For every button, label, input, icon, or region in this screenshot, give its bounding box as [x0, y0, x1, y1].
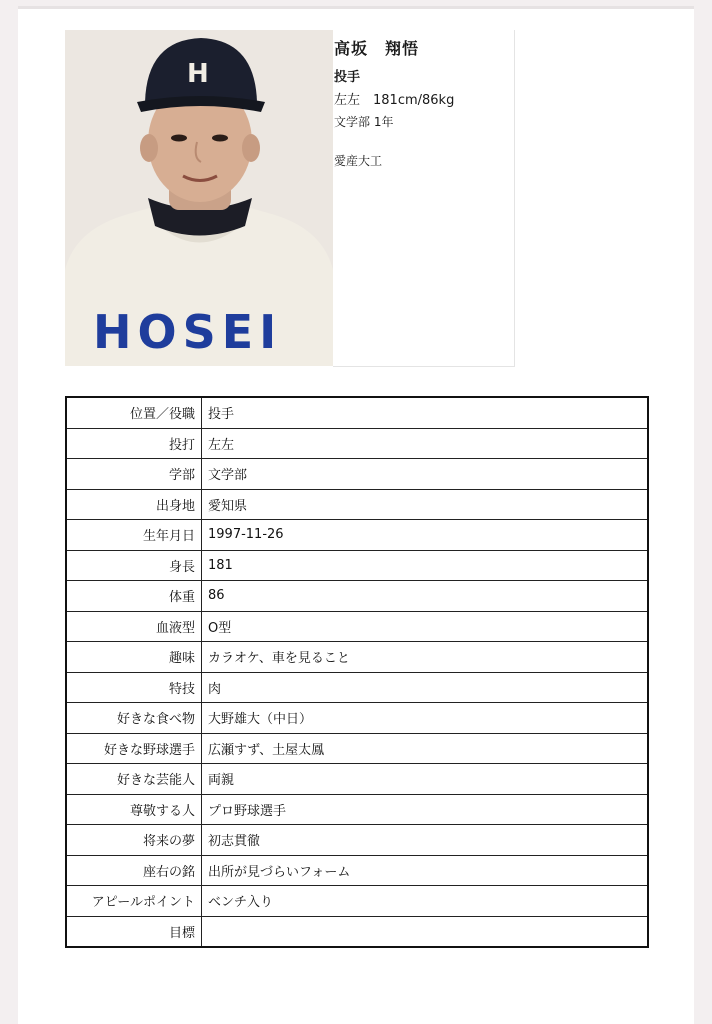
row-label: 学部 [66, 459, 202, 490]
player-name: 高坂 翔悟 [334, 39, 420, 58]
row-label: 位置／役職 [66, 397, 202, 428]
table-row [66, 489, 648, 520]
row-value: 両親 [202, 764, 649, 795]
row-value: 投手 [202, 397, 649, 428]
row-value: 文学部 [202, 459, 649, 490]
row-value: カラオケ、車を見ること [202, 642, 649, 673]
row-label: 目標 [66, 916, 202, 947]
table-row [66, 825, 648, 856]
row-value: 肉 [202, 672, 649, 703]
row-label: 好きな芸能人 [66, 764, 202, 795]
player-position: 投手 [334, 70, 361, 85]
table-row [66, 703, 648, 734]
table-row [66, 855, 648, 886]
row-label: 座右の銘 [66, 855, 202, 886]
profile-page [18, 6, 694, 1024]
profile-table [65, 396, 649, 948]
table-row [66, 916, 648, 947]
table-row [66, 520, 648, 551]
player-school: 愛産大工 [334, 154, 383, 168]
row-value: ベンチ入り [202, 886, 649, 917]
table-row [66, 764, 648, 795]
row-label: 投打 [66, 428, 202, 459]
row-label: 体重 [66, 581, 202, 612]
row-label: 尊敬する人 [66, 794, 202, 825]
player-bat-throw-size: 左左 181cm/86kg [334, 93, 455, 108]
player-photo [65, 30, 333, 366]
top-divider [18, 6, 694, 9]
row-value: 出所が見づらいフォーム [202, 855, 649, 886]
row-label: アピールポイント [66, 886, 202, 917]
table-row [66, 550, 648, 581]
row-value: 広瀬すず、土屋太鳳 [202, 733, 649, 764]
cap-logo: H [187, 59, 209, 89]
table-row [66, 672, 648, 703]
row-label: 出身地 [66, 489, 202, 520]
table-row [66, 611, 648, 642]
row-value: プロ野球選手 [202, 794, 649, 825]
table-row [66, 794, 648, 825]
row-value: 初志貫徹 [202, 825, 649, 856]
table-row [66, 397, 648, 428]
row-value: O型 [202, 611, 649, 642]
row-value: 愛知県 [202, 489, 649, 520]
row-label: 特技 [66, 672, 202, 703]
row-value [202, 916, 649, 947]
table-row [66, 428, 648, 459]
row-label: 身長 [66, 550, 202, 581]
profile-summary-box [333, 30, 515, 367]
row-value: 左左 [202, 428, 649, 459]
table-row [66, 886, 648, 917]
row-value: 181 [202, 550, 649, 581]
row-label: 好きな野球選手 [66, 733, 202, 764]
row-label: 将来の夢 [66, 825, 202, 856]
table-row [66, 733, 648, 764]
row-value: 86 [202, 581, 649, 612]
row-label: 血液型 [66, 611, 202, 642]
row-label: 趣味 [66, 642, 202, 673]
table-row [66, 581, 648, 612]
row-value: 大野雄大（中日） [202, 703, 649, 734]
player-faculty: 文学部 1年 [334, 115, 394, 129]
jersey-lettering: HOSEI [93, 305, 283, 359]
row-label: 生年月日 [66, 520, 202, 551]
table-row [66, 459, 648, 490]
table-row [66, 642, 648, 673]
row-value: 1997-11-26 [202, 520, 649, 551]
row-label: 好きな食べ物 [66, 703, 202, 734]
